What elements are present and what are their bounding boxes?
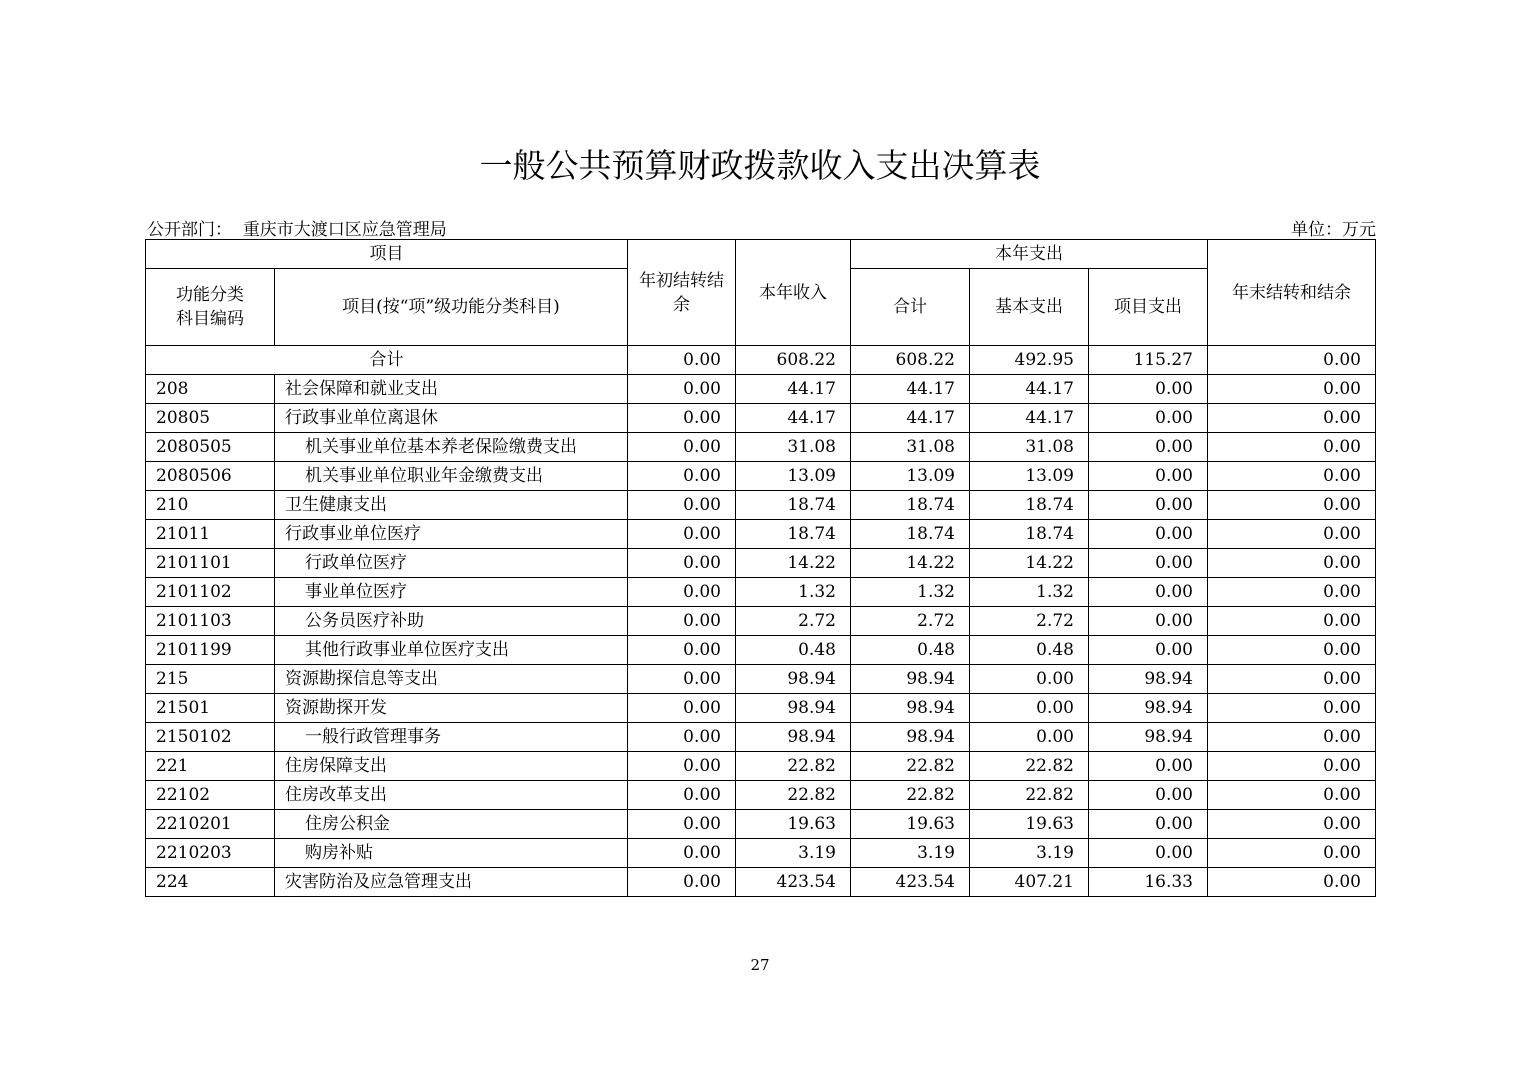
row-exp-project: 0.00: [1089, 636, 1208, 665]
row-closing: 0.00: [1208, 868, 1376, 897]
row-name: 行政单位医疗: [275, 549, 628, 578]
row-exp-project: 0.00: [1089, 607, 1208, 636]
row-code: 2080505: [146, 433, 275, 462]
row-exp-total: 18.74: [851, 491, 970, 520]
row-code: 21011: [146, 520, 275, 549]
row-opening: 0.00: [628, 462, 736, 491]
row-exp-basic: 0.00: [970, 665, 1089, 694]
row-exp-basic: 44.17: [970, 404, 1089, 433]
row-exp-basic: 18.74: [970, 520, 1089, 549]
table-row: [146, 810, 1376, 839]
row-exp-total: 14.22: [851, 549, 970, 578]
row-closing: 0.00: [1208, 752, 1376, 781]
row-name: 其他行政事业单位医疗支出: [275, 636, 628, 665]
row-exp-total: 44.17: [851, 404, 970, 433]
row-opening: 0.00: [628, 491, 736, 520]
row-name: 社会保障和就业支出: [275, 375, 628, 404]
row-income: 18.74: [736, 491, 851, 520]
row-exp-total: 1.32: [851, 578, 970, 607]
row-exp-project: 0.00: [1089, 491, 1208, 520]
row-exp-project: 0.00: [1089, 839, 1208, 868]
row-closing: 0.00: [1208, 636, 1376, 665]
row-exp-total: 22.82: [851, 781, 970, 810]
table-row: [146, 433, 1376, 462]
row-exp-basic: 14.22: [970, 549, 1089, 578]
row-code: 2101101: [146, 549, 275, 578]
row-exp-basic: 0.00: [970, 723, 1089, 752]
row-exp-total: 98.94: [851, 665, 970, 694]
total-opening: 0.00: [628, 346, 736, 375]
budget-table: [145, 239, 1376, 897]
total-exp-project: 115.27: [1089, 346, 1208, 375]
total-income: 608.22: [736, 346, 851, 375]
row-income: 18.74: [736, 520, 851, 549]
row-income: 19.63: [736, 810, 851, 839]
row-code: 22102: [146, 781, 275, 810]
row-closing: 0.00: [1208, 433, 1376, 462]
row-closing: 0.00: [1208, 404, 1376, 433]
row-opening: 0.00: [628, 607, 736, 636]
table-row: [146, 665, 1376, 694]
row-code: 2210201: [146, 810, 275, 839]
row-exp-project: 0.00: [1089, 578, 1208, 607]
table-row: [146, 636, 1376, 665]
row-exp-basic: 31.08: [970, 433, 1089, 462]
header-item-group: 项目: [146, 240, 628, 269]
row-exp-basic: 22.82: [970, 781, 1089, 810]
row-name: 资源勘探信息等支出: [275, 665, 628, 694]
header-row-1: [146, 240, 1376, 269]
row-income: 22.82: [736, 781, 851, 810]
row-exp-basic: 407.21: [970, 868, 1089, 897]
row-opening: 0.00: [628, 549, 736, 578]
total-row: [146, 346, 1376, 375]
row-income: 0.48: [736, 636, 851, 665]
row-exp-total: 0.48: [851, 636, 970, 665]
header-exp-basic: 基本支出: [970, 269, 1089, 346]
row-name: 灾害防治及应急管理支出: [275, 868, 628, 897]
total-exp-total: 608.22: [851, 346, 970, 375]
row-exp-project: 16.33: [1089, 868, 1208, 897]
page-title: 一般公共预算财政拨款收入支出决算表: [479, 146, 1041, 185]
row-opening: 0.00: [628, 694, 736, 723]
row-exp-total: 13.09: [851, 462, 970, 491]
row-code: 2150102: [146, 723, 275, 752]
row-income: 423.54: [736, 868, 851, 897]
row-code: 2101102: [146, 578, 275, 607]
row-code: 215: [146, 665, 275, 694]
row-exp-project: 0.00: [1089, 433, 1208, 462]
header-code: 功能分类科目编码: [146, 269, 275, 346]
header-income: 本年收入: [736, 240, 851, 346]
row-closing: 0.00: [1208, 520, 1376, 549]
row-opening: 0.00: [628, 752, 736, 781]
row-exp-total: 2.72: [851, 607, 970, 636]
row-exp-project: 0.00: [1089, 752, 1208, 781]
row-exp-basic: 0.00: [970, 694, 1089, 723]
row-income: 98.94: [736, 665, 851, 694]
row-income: 2.72: [736, 607, 851, 636]
header-name: 项目(按“项”级功能分类科目): [275, 269, 628, 346]
row-exp-basic: 44.17: [970, 375, 1089, 404]
row-name: 公务员医疗补助: [275, 607, 628, 636]
row-name: 资源勘探开发: [275, 694, 628, 723]
row-income: 13.09: [736, 462, 851, 491]
row-exp-total: 98.94: [851, 694, 970, 723]
row-closing: 0.00: [1208, 723, 1376, 752]
row-exp-total: 19.63: [851, 810, 970, 839]
row-opening: 0.00: [628, 404, 736, 433]
row-name: 机关事业单位职业年金缴费支出: [275, 462, 628, 491]
row-exp-project: 0.00: [1089, 462, 1208, 491]
row-closing: 0.00: [1208, 375, 1376, 404]
row-code: 21501: [146, 694, 275, 723]
header-exp-project: 项目支出: [1089, 269, 1208, 346]
row-closing: 0.00: [1208, 607, 1376, 636]
row-income: 22.82: [736, 752, 851, 781]
row-exp-project: 0.00: [1089, 810, 1208, 839]
row-opening: 0.00: [628, 868, 736, 897]
row-income: 14.22: [736, 549, 851, 578]
row-exp-basic: 3.19: [970, 839, 1089, 868]
row-exp-basic: 19.63: [970, 810, 1089, 839]
row-code: 20805: [146, 404, 275, 433]
row-exp-total: 44.17: [851, 375, 970, 404]
row-exp-total: 22.82: [851, 752, 970, 781]
row-code: 224: [146, 868, 275, 897]
row-exp-project: 98.94: [1089, 723, 1208, 752]
row-exp-basic: 0.48: [970, 636, 1089, 665]
row-name: 购房补贴: [275, 839, 628, 868]
header-exp-total: 合计: [851, 269, 970, 346]
row-exp-project: 0.00: [1089, 781, 1208, 810]
row-name: 机关事业单位基本养老保险缴费支出: [275, 433, 628, 462]
row-exp-project: 0.00: [1089, 549, 1208, 578]
table-row: [146, 723, 1376, 752]
table-row: [146, 404, 1376, 433]
row-closing: 0.00: [1208, 491, 1376, 520]
row-exp-total: 31.08: [851, 433, 970, 462]
department-name: 重庆市大渡口区应急管理局: [242, 220, 447, 240]
row-name: 行政事业单位医疗: [275, 520, 628, 549]
page-number: 27: [750, 956, 770, 974]
row-income: 31.08: [736, 433, 851, 462]
table-row: [146, 578, 1376, 607]
row-name: 行政事业单位离退休: [275, 404, 628, 433]
table-row: [146, 462, 1376, 491]
table-row: [146, 491, 1376, 520]
total-label: 合计: [146, 346, 628, 375]
row-opening: 0.00: [628, 578, 736, 607]
row-closing: 0.00: [1208, 781, 1376, 810]
row-exp-project: 98.94: [1089, 694, 1208, 723]
row-exp-total: 423.54: [851, 868, 970, 897]
row-code: 208: [146, 375, 275, 404]
row-closing: 0.00: [1208, 839, 1376, 868]
row-exp-project: 98.94: [1089, 665, 1208, 694]
row-income: 44.17: [736, 404, 851, 433]
row-exp-project: 0.00: [1089, 375, 1208, 404]
row-name: 住房保障支出: [275, 752, 628, 781]
unit-label: 单位：万元: [1291, 220, 1376, 240]
row-opening: 0.00: [628, 723, 736, 752]
row-opening: 0.00: [628, 520, 736, 549]
total-exp-basic: 492.95: [970, 346, 1089, 375]
row-exp-basic: 1.32: [970, 578, 1089, 607]
row-closing: 0.00: [1208, 810, 1376, 839]
table-row: [146, 375, 1376, 404]
row-opening: 0.00: [628, 839, 736, 868]
row-income: 3.19: [736, 839, 851, 868]
row-exp-total: 3.19: [851, 839, 970, 868]
row-income: 44.17: [736, 375, 851, 404]
row-name: 住房公积金: [275, 810, 628, 839]
row-exp-basic: 22.82: [970, 752, 1089, 781]
row-exp-basic: 13.09: [970, 462, 1089, 491]
row-closing: 0.00: [1208, 665, 1376, 694]
row-code: 2080506: [146, 462, 275, 491]
total-closing: 0.00: [1208, 346, 1376, 375]
row-closing: 0.00: [1208, 694, 1376, 723]
row-closing: 0.00: [1208, 462, 1376, 491]
row-name: 卫生健康支出: [275, 491, 628, 520]
row-income: 98.94: [736, 723, 851, 752]
row-income: 98.94: [736, 694, 851, 723]
row-opening: 0.00: [628, 375, 736, 404]
header-closing-balance: 年末结转和结余: [1208, 240, 1376, 346]
table-row: [146, 549, 1376, 578]
row-income: 1.32: [736, 578, 851, 607]
row-opening: 0.00: [628, 781, 736, 810]
row-name: 住房改革支出: [275, 781, 628, 810]
row-opening: 0.00: [628, 665, 736, 694]
department-info: [147, 215, 447, 240]
row-exp-total: 18.74: [851, 520, 970, 549]
table-row: [146, 520, 1376, 549]
row-exp-basic: 18.74: [970, 491, 1089, 520]
row-exp-project: 0.00: [1089, 520, 1208, 549]
row-name: 一般行政管理事务: [275, 723, 628, 752]
table-row: [146, 781, 1376, 810]
row-opening: 0.00: [628, 433, 736, 462]
department-label: 公开部门：: [147, 220, 232, 240]
row-exp-project: 0.00: [1089, 404, 1208, 433]
row-name: 事业单位医疗: [275, 578, 628, 607]
table-row: [146, 607, 1376, 636]
row-code: 221: [146, 752, 275, 781]
row-exp-basic: 2.72: [970, 607, 1089, 636]
row-code: 2101199: [146, 636, 275, 665]
table-row: [146, 868, 1376, 897]
row-code: 210: [146, 491, 275, 520]
header-expense-group: 本年支出: [851, 240, 1208, 269]
header-opening-balance: 年初结转结余: [628, 240, 736, 346]
row-opening: 0.00: [628, 636, 736, 665]
row-code: 2101103: [146, 607, 275, 636]
row-closing: 0.00: [1208, 549, 1376, 578]
table-row: [146, 694, 1376, 723]
row-exp-total: 98.94: [851, 723, 970, 752]
table-row: [146, 752, 1376, 781]
row-code: 2210203: [146, 839, 275, 868]
row-opening: 0.00: [628, 810, 736, 839]
table-row: [146, 839, 1376, 868]
row-closing: 0.00: [1208, 578, 1376, 607]
